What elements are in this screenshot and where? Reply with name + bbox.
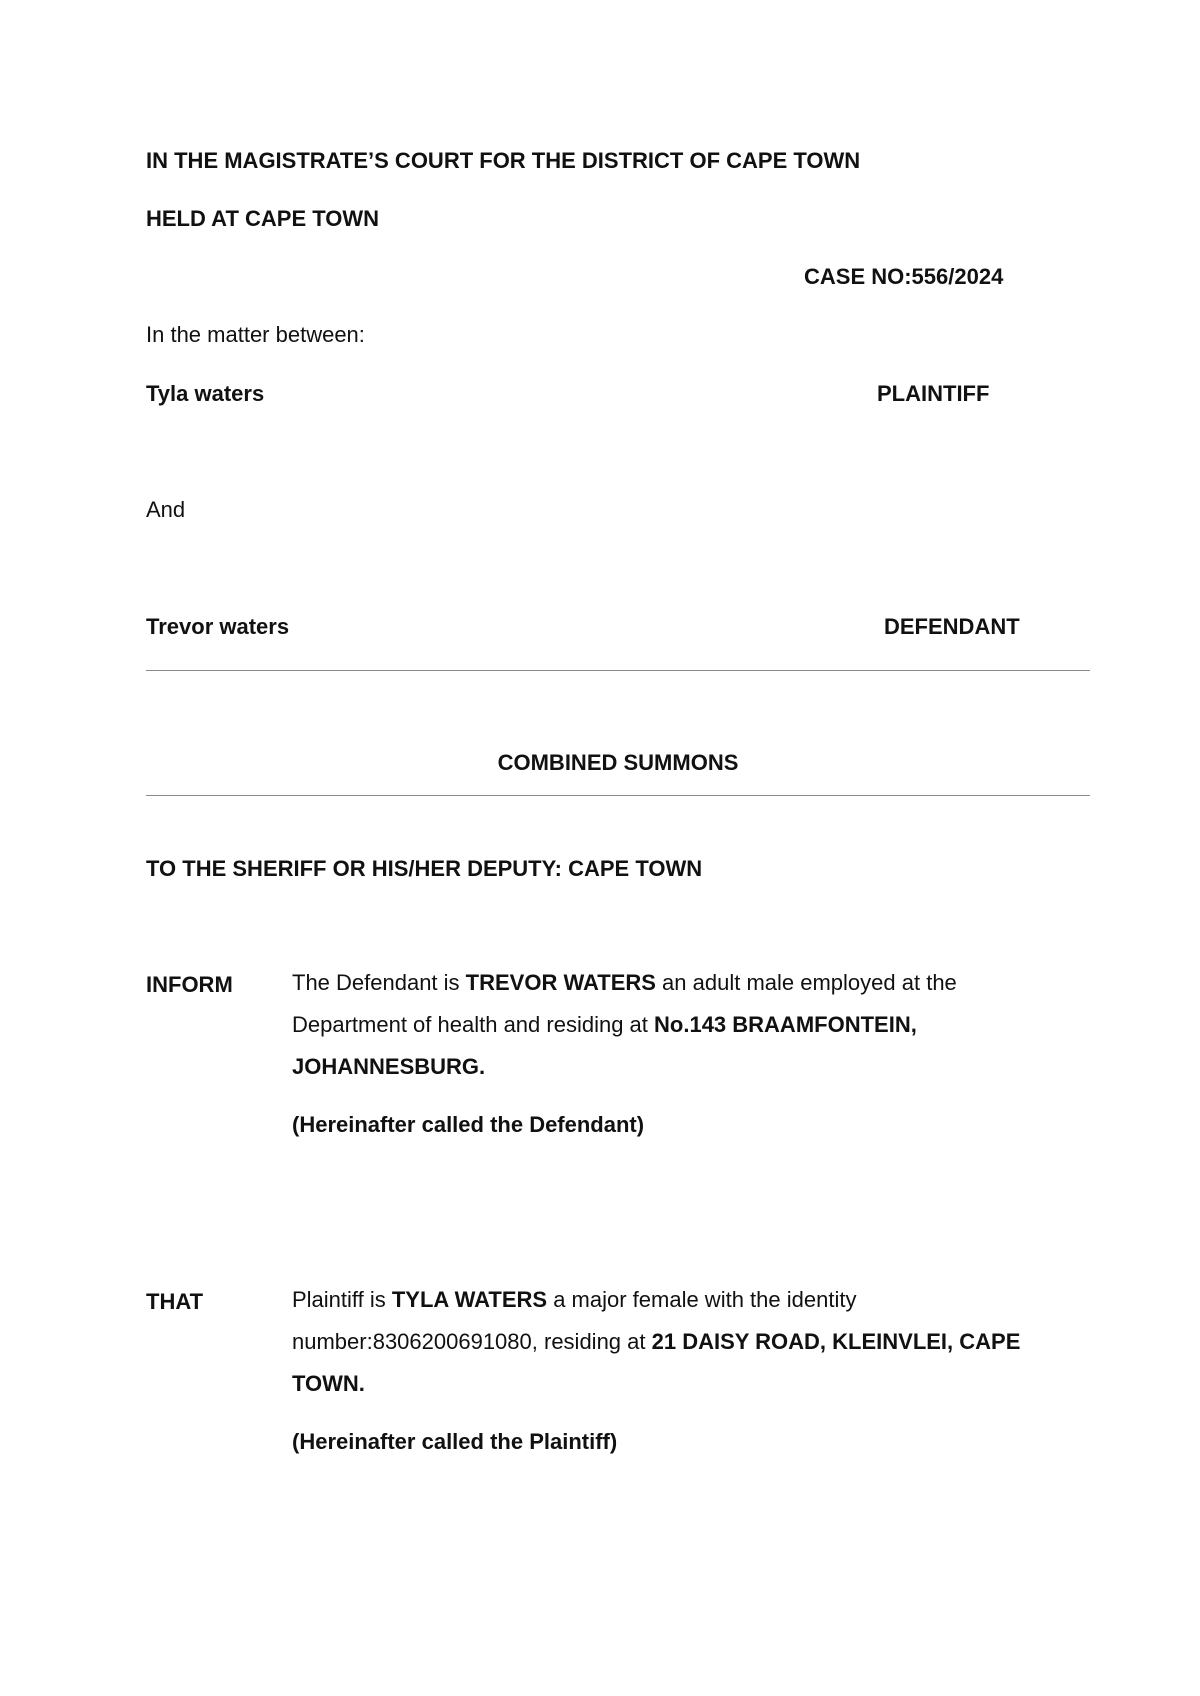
held-at-line: HELD AT CAPE TOWN [146, 206, 380, 231]
plaintiff-designation: (Hereinafter called the Plaintiff) [292, 1429, 618, 1454]
that-label: THAT [146, 1289, 204, 1314]
inform-label: INFORM [146, 972, 233, 997]
defendant-name: Trevor waters [146, 614, 290, 639]
divider-top [146, 670, 1090, 671]
defendant-role: DEFENDANT [884, 614, 1020, 639]
plaintiff-name: Tyla waters [146, 381, 265, 406]
matter-intro: In the matter between: [146, 322, 365, 347]
inform-paragraph [292, 962, 1052, 1146]
plaintiff-role: PLAINTIFF [877, 381, 990, 406]
case-number: CASE NO:556/2024 [804, 264, 1004, 289]
conjunction-and: And [146, 497, 186, 522]
document-title: COMBINED SUMMONS [497, 750, 739, 775]
inform-text-1: The Defendant is [292, 970, 466, 995]
addressee-line: TO THE SHERIFF OR HIS/HER DEPUTY: CAPE TOWN [146, 856, 703, 881]
that-text-2: a major female with the identity number:8306200691080, residing at [292, 1287, 857, 1354]
inform-text-2: an adult male employed at the Department of health and residing at [292, 970, 957, 1037]
defendant-designation: (Hereinafter called the Defendant) [292, 1112, 645, 1137]
divider-bottom [146, 795, 1090, 796]
that-text-1: Plaintiff is [292, 1287, 392, 1312]
defendant-fullname: TREVOR WATERS [465, 970, 656, 995]
plaintiff-address: 21 DAISY ROAD, KLEINVLEI, CAPE TOWN. [292, 1329, 1021, 1396]
defendant-address: No.143 BRAAMFONTEIN, JOHANNESBURG. [292, 1012, 917, 1079]
court-heading: IN THE MAGISTRATE’S COURT FOR THE DISTRICT OF CAPE TOWN [146, 148, 861, 173]
plaintiff-fullname: TYLA WATERS [391, 1287, 548, 1312]
that-paragraph [292, 1279, 1052, 1463]
